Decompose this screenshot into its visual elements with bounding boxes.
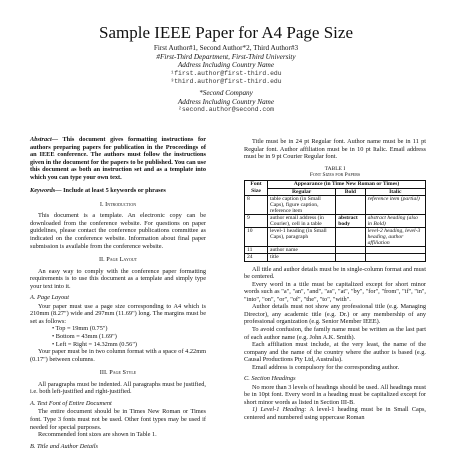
- table-cell: [336, 247, 365, 254]
- paragraph: Every word in a title must be capitalized except for short minor words such as "a", "an", "and", "as", "at", "by", "for", "from", "if", "in", "into", "on", "or", "of", "the", "to", "with".: [244, 280, 426, 303]
- table-row: [245, 214, 426, 227]
- table-header-appearance: Appearance (in Time New Roman or Times): [268, 181, 426, 188]
- table-cell: level-2 heading, level-3 heading, author affiliation: [365, 228, 425, 247]
- affiliation-2-address: Address Including Country Name: [177, 97, 275, 106]
- section-heading-page-style: III. Page Style: [99, 369, 137, 377]
- table-cell: [336, 195, 365, 214]
- table-row: [245, 228, 426, 247]
- paragraph: No more than 3 levels of headings should be used. All headings must be in 10pt font. Every word in a heading must be capitalized except for short minor words as listed in Section III-B.: [244, 383, 427, 406]
- author-names: First Author#1, Second Author*2, Third Author#3: [153, 44, 299, 52]
- affiliation-2: *Second Company: [199, 88, 253, 97]
- abstract-label: Abstract—: [30, 136, 58, 143]
- paragraph: To avoid confusion, the family name must be written as the last part of each author name (e.g. John A.K. Smith).: [244, 325, 426, 341]
- list-item: • Bottom = 43mm (1.69"): [52, 333, 206, 341]
- table-header-bold: Bold: [336, 188, 365, 195]
- author-block: [0, 44, 452, 115]
- table-cell: abstract heading (also in Bold): [365, 214, 425, 227]
- subsection-heading: C. Section Headings: [244, 375, 296, 383]
- table-header-italic: Italic: [365, 188, 425, 195]
- table-cell: 8: [245, 195, 268, 214]
- table-cell: reference item (partial): [365, 195, 425, 214]
- paragraph: Each affiliation must include, at the very least, the name of the company and the name of the country where the author is based (e.g. Causal Productions Pty Ltd, Australia).: [244, 341, 426, 364]
- email-second-author: ²second.author@second.com: [178, 106, 274, 114]
- abstract: [30, 136, 206, 181]
- table-number: TABLE I: [324, 165, 346, 172]
- level-1-heading-label: 1) Level-1 Heading:: [252, 406, 307, 414]
- table-cell: [365, 247, 425, 254]
- table-cell: [365, 254, 425, 261]
- keywords-text: Include at least 5 keywords or phrases: [61, 187, 166, 195]
- list-item: • Left = Right = 14.32mm (0.56"): [52, 341, 206, 349]
- paragraph: An easy way to comply with the conference paper formatting requirements is to use this document as a template and simply type your text into it.: [30, 267, 206, 290]
- margin-list: [30, 325, 206, 348]
- paragraph: Author details must not show any professional title (e.g. Managing Director), any academic title (e.g. Dr.) or any membership of any professional organization (e.g. Senior Member IEEE).: [244, 303, 426, 326]
- paragraph: Recommended font sizes are shown in Table 1.: [38, 431, 157, 439]
- table-cell: 9: [245, 214, 268, 227]
- table-cell: [336, 228, 365, 247]
- table-caption: Font Sizes for Papers: [309, 172, 361, 179]
- table-cell: level-1 heading (in Small Caps), paragraph: [268, 228, 336, 247]
- section-heading-page-layout: II. Page Layout: [98, 256, 138, 264]
- email-third-author: ³third.author@first-third.edu: [170, 78, 282, 86]
- abstract-text: This document gives formatting instructions for authors preparing papers for publication in the Proceedings of an IEEE conference. The authors must follow the instructions given in the document for the papers to be published. You can use this document as both an instruction set and as a template into which you can type your own text.: [30, 136, 206, 181]
- table-row: [245, 195, 426, 214]
- subsection-heading: B. Title and Author Details: [30, 442, 98, 450]
- table-cell: 24: [245, 254, 268, 261]
- paragraph: All paragraphs must be indented. All paragraphs must be justified, i.e. both left-justified and right-justified.: [30, 380, 206, 396]
- paragraph: Your paper must use a page size corresponding to A4 which is 210mm (8.27") wide and 297mm (11.69") long. The margins must be set as follows:: [30, 302, 206, 325]
- section-heading-introduction: I. Introduction: [99, 200, 137, 208]
- email-first-author: ¹first.author@first-third.edu: [170, 69, 282, 77]
- table-cell: [336, 254, 365, 261]
- paragraph: All title and author details must be in single-column format and must be centered.: [244, 265, 427, 281]
- paragraph: Email address is compulsory for the corresponding author.: [252, 363, 400, 371]
- paragraph: Your paper must be in two column format with a space of 4.22mm (0.17") between columns.: [30, 348, 206, 363]
- affiliation-1: #First-Third Department, First-Third University: [156, 52, 296, 61]
- table-cell: title: [268, 254, 336, 261]
- table-cell: table caption (in Small Caps), figure caption, reference item: [268, 195, 336, 214]
- table-cell: abstract body: [336, 214, 365, 227]
- table-header-row: [245, 181, 426, 188]
- table-cell: 11: [245, 247, 268, 254]
- paragraph: Title must be in 24 pt Regular font. Author name must be in 11 pt Regular font. Author affiliation must be in 10 pt Italic. Email address must be in 9 pt Courier Regular font.: [244, 138, 426, 161]
- affiliation-1-address: Address Including Country Name: [177, 61, 275, 70]
- left-column: [30, 136, 206, 451]
- keywords: [30, 187, 206, 195]
- subsection-heading: A. Text Font of Entire Document: [30, 399, 112, 407]
- table-cell: 10: [245, 228, 268, 247]
- list-item: • Top = 19mm (0.75"): [52, 325, 206, 333]
- table-row: [245, 247, 426, 254]
- table-subheader-row: [245, 188, 426, 195]
- right-column: [244, 138, 426, 422]
- paragraph: [244, 406, 426, 421]
- table-row: [245, 254, 426, 261]
- paper-title: Sample IEEE Paper for A4 Page Size: [99, 23, 353, 42]
- font-size-table: [244, 180, 426, 261]
- paragraph: The entire document should be in Times New Roman or Times font. Type 3 fonts must not be used. Other font types may be used if needed for special purposes.: [30, 408, 206, 431]
- level-1-heading-text: A level-1 heading must be in Small Caps, centered and numbered using uppercase Roman: [244, 406, 426, 421]
- table-header-font: Font Size: [245, 181, 268, 195]
- table-cell: author email address (in Courier), cell in a table: [268, 214, 336, 227]
- table-header-regular: Regular: [268, 188, 336, 195]
- table-cell: author name: [268, 247, 336, 254]
- paragraph: This document is a template. An electronic copy can be downloaded from the conference website. For questions on paper guidelines, please contact the conference publications committee as indicated on the conference website. Information about final paper submission is available from the conference website.: [30, 212, 206, 250]
- keywords-label: Keywords—: [30, 187, 62, 195]
- subsection-heading: A. Page Layout: [30, 294, 69, 302]
- table-title: [244, 166, 426, 179]
